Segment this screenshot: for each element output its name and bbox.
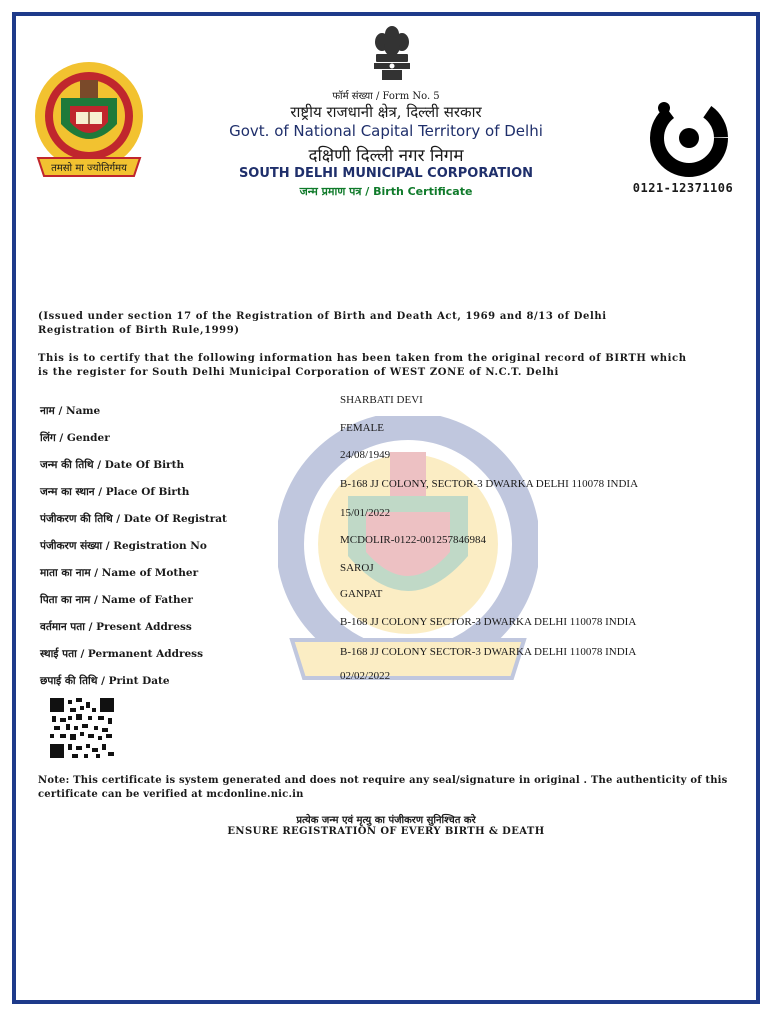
permanent-address-value: B-168 JJ COLONY SECTOR-3 DWARKA DELHI 110078 INDIA xyxy=(340,646,637,658)
registration-number-label: पंजीकरण संख्या / Registration No xyxy=(40,540,207,552)
name-label: नाम / Name xyxy=(40,405,101,417)
govt-english-title: Govt. of National Capital Territory of Delhi xyxy=(229,122,543,140)
corporation-english-title: SOUTH DELHI MUNICIPAL CORPORATION xyxy=(238,166,534,181)
phone-number: 0121-12371106 xyxy=(632,181,734,195)
father-name-label: पिता का नाम / Name of Father xyxy=(40,594,193,606)
registration-number-value: MCDOLIR-0122-001257846984 xyxy=(340,534,487,546)
gender-label: लिंग / Gender xyxy=(40,432,110,444)
certificate-frame xyxy=(12,12,760,1004)
dob-value: 24/08/1949 xyxy=(340,449,391,461)
corporation-hindi-title: दक्षिणी दिल्ली नगर निगम xyxy=(308,146,464,166)
verification-note: Note: This certificate is system generated and does not require any seal/signature in original . The authenticity of this certificate can be verified at mcdonline.nic.in xyxy=(38,775,728,800)
issued-under-text: (Issued under section 17 of the Registration of Birth and Death Act, 1969 and 8/13 of Delhi Registration of Birth Rule,1999) xyxy=(38,311,607,336)
mother-name-label: माता का नाम / Name of Mother xyxy=(40,567,199,579)
print-date-label: छपाई की तिथि / Print Date xyxy=(40,675,170,687)
national-emblem-icon xyxy=(370,24,414,84)
print-date-value: 02/02/2022 xyxy=(340,670,391,682)
slogan-hindi: प्रत्येक जन्म एवं मृत्यु का पंजीकरण सुनिश्चित करे xyxy=(296,815,476,826)
present-address-value: B-168 JJ COLONY SECTOR-3 DWARKA DELHI 110078 INDIA xyxy=(340,616,637,628)
logo-motto: तमसो मा ज्योतिर्गमय xyxy=(51,163,127,174)
registration-date-value: 15/01/2022 xyxy=(340,507,391,519)
dob-label: जन्म की तिथि / Date Of Birth xyxy=(40,459,185,471)
form-number: फॉर्म संख्या / Form No. 5 xyxy=(332,91,440,102)
permanent-address-label: स्थाई पता / Permanent Address xyxy=(40,648,203,660)
present-address-label: वर्तमान पता / Present Address xyxy=(40,621,192,633)
father-name-value: GANPAT xyxy=(340,588,383,600)
registration-date-label: पंजीकरण की तिथि / Date Of Registrat xyxy=(40,513,227,525)
place-of-birth-value: B-168 JJ COLONY, SECTOR-3 DWARKA DELHI 110078 INDIA xyxy=(340,478,639,490)
place-of-birth-label: जन्म का स्थान / Place Of Birth xyxy=(40,486,190,498)
govt-hindi-title: राष्ट्रीय राजधानी क्षेत्र, दिल्ली सरकार xyxy=(290,103,482,121)
gender-value: FEMALE xyxy=(340,422,384,434)
certificate-title: जन्म प्रमाण पत्र / Birth Certificate xyxy=(299,185,473,198)
name-value: SHARBATI DEVI xyxy=(340,394,423,406)
qr-code-icon xyxy=(48,696,116,760)
mother-name-value: SAROJ xyxy=(340,562,374,574)
certify-text: This is to certify that the following information has been taken from the original record of BIRTH which is the register for South Delhi Municipal Corporation of WEST ZONE of N.C.T. Delhi xyxy=(38,353,687,378)
slogan-english: ENSURE REGISTRATION OF EVERY BIRTH & DEATH xyxy=(227,826,545,837)
